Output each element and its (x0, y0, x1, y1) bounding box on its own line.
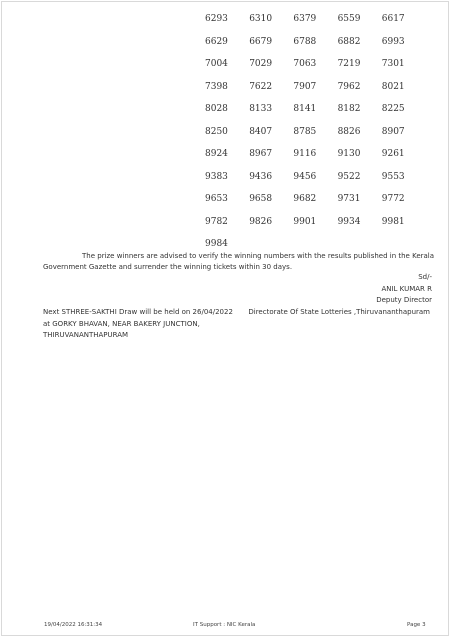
next-draw-line-3: THIRUVANANTHAPURAM (43, 331, 129, 339)
winning-number: 8826 (337, 126, 361, 137)
winning-number: 6617 (381, 14, 405, 24)
winning-number: 7029 (249, 59, 273, 69)
winning-number: 9772 (381, 194, 405, 204)
winning-number: 9436 (249, 171, 273, 182)
notice-line-2: Government Gazette and surrender the winning tickets within 30 days. (43, 263, 293, 271)
directorate-name: Directorate Of State Lotteries ,Thiruvananthapuram (248, 308, 430, 316)
winning-number: 7398 (205, 81, 228, 92)
winning-number: 7622 (249, 81, 273, 92)
number-row (205, 59, 426, 82)
winning-number: 9383 (205, 171, 228, 182)
winning-number: 6293 (205, 14, 228, 24)
number-row (205, 127, 426, 150)
winning-number: 6679 (249, 36, 273, 47)
winning-number: 9653 (205, 194, 228, 204)
winning-number: 8907 (381, 126, 405, 137)
winning-number: 8924 (205, 149, 228, 159)
winning-number: 7004 (205, 59, 228, 69)
number-row (205, 194, 426, 217)
winning-number: 6629 (205, 36, 228, 47)
winning-number: 9682 (293, 194, 317, 204)
prize-notice (43, 251, 435, 273)
signature-sd: Sd/- (418, 273, 432, 281)
next-draw-line-2: at GORKY BHAVAN, NEAR BAKERY JUNCTION, (43, 319, 200, 328)
footer-support: IT Support : NIC Kerala (193, 622, 256, 628)
footer-timestamp: 19/04/2022 16:31:34 (44, 622, 103, 628)
winning-number: 9261 (381, 149, 405, 159)
next-draw-info (43, 307, 233, 342)
winning-number: 9456 (293, 171, 317, 182)
winning-number: 8407 (249, 126, 273, 137)
winning-number: 6788 (293, 36, 317, 47)
winning-number: 6993 (381, 36, 405, 47)
next-draw-line-1: Next STHREE-SAKTHI Draw will be held on 26/04/2022 (43, 308, 233, 316)
winning-number: 8785 (293, 126, 317, 137)
winning-number: 9826 (249, 216, 273, 227)
winning-number: 8028 (205, 104, 228, 114)
winning-number: 6310 (249, 14, 273, 24)
footer-page-number: Page 3 (407, 622, 426, 628)
winning-number: 8182 (337, 104, 361, 114)
number-row (205, 82, 426, 105)
winning-number: 8967 (249, 149, 273, 159)
winning-number: 8021 (381, 81, 405, 92)
winning-number: 9901 (293, 216, 317, 227)
number-row (205, 172, 426, 195)
winning-number: 9116 (293, 149, 317, 159)
winning-number: 9782 (205, 216, 228, 227)
winning-number: 8250 (205, 126, 228, 137)
winning-number: 9934 (337, 216, 361, 227)
number-row (205, 37, 426, 60)
winning-number: 7219 (337, 59, 361, 69)
winning-number: 6379 (293, 14, 317, 24)
winning-number: 8133 (249, 104, 273, 114)
number-row (205, 104, 426, 127)
winning-number: 9981 (381, 216, 405, 227)
winning-number: 9731 (337, 194, 361, 204)
winning-number: 7301 (381, 59, 405, 69)
winning-number: 9522 (337, 171, 361, 182)
notice-line-1: The prize winners are advised to verify the winning numbers with the results published in the Kerala (82, 252, 435, 260)
winning-number: 9553 (381, 171, 405, 182)
winning-number: 6559 (337, 14, 361, 24)
signatory-name: ANIL KUMAR R (381, 284, 432, 293)
signature-block (376, 272, 432, 307)
winning-number: 9984 (205, 239, 228, 249)
winning-number: 9658 (249, 194, 273, 204)
number-row (205, 14, 426, 37)
signatory-title: Deputy Director (376, 296, 432, 304)
winning-number: 8141 (293, 104, 317, 114)
winning-numbers-grid (205, 14, 426, 262)
winning-number: 7962 (337, 81, 361, 92)
winning-number: 6882 (337, 36, 361, 47)
winning-number: 7063 (293, 59, 317, 69)
winning-number: 8225 (381, 104, 405, 114)
number-row (205, 149, 426, 172)
number-row (205, 217, 426, 240)
winning-number: 9130 (337, 149, 361, 159)
winning-number: 7907 (293, 81, 317, 92)
